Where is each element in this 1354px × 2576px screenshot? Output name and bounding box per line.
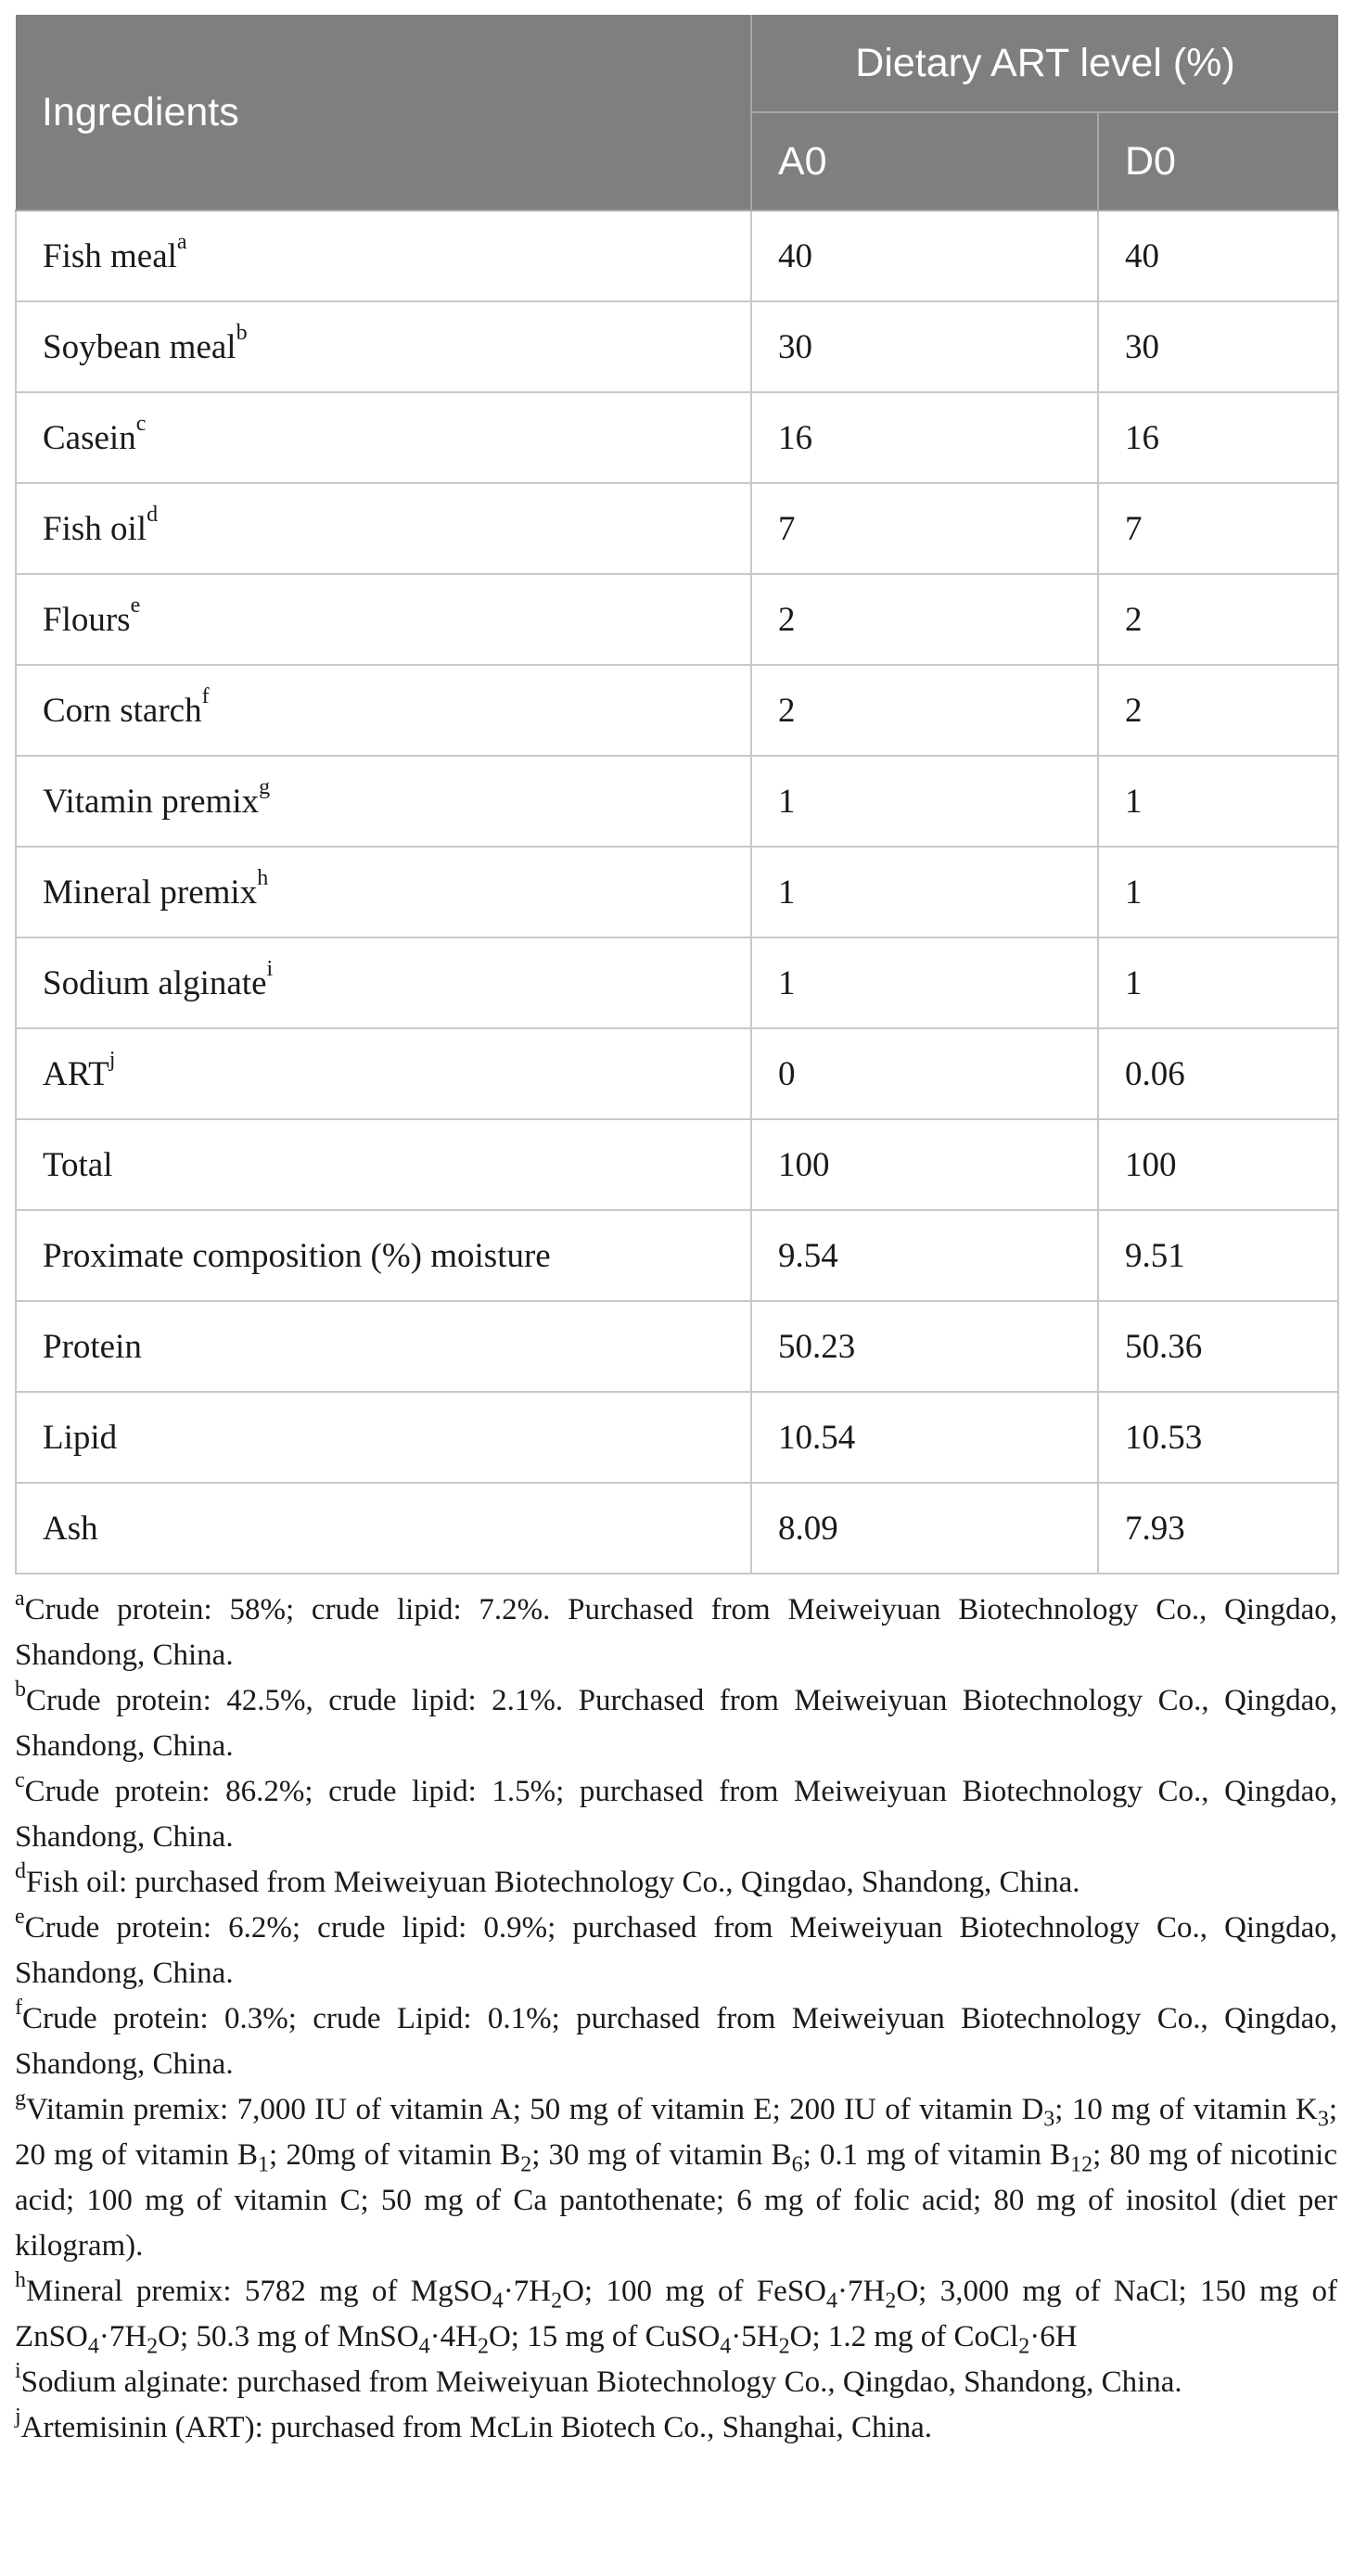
footnote-text: O; 1.2 mg of CoCl [789, 2320, 1019, 2353]
footnote-mark: b [236, 321, 248, 346]
cell-a0: 0 [751, 1028, 1098, 1119]
table-row [16, 392, 1338, 483]
subscript: 4 [826, 2289, 838, 2314]
footnote-mark: g [259, 775, 271, 800]
table-row [16, 574, 1338, 665]
footnote-text: Crude protein: 86.2%; crude lipid: 1.5%; purchased from Meiweiyuan Biotechnology Co., Qingdao, Shandong, China. [15, 1775, 1337, 1854]
cell-a0: 1 [751, 847, 1098, 937]
subscript: 2 [551, 2289, 563, 2314]
table-row [16, 1392, 1338, 1483]
subscript: 2 [778, 2334, 790, 2359]
ingredient-name: ART [43, 1054, 109, 1093]
cell-d0: 2 [1098, 574, 1338, 665]
footnote-d [15, 1860, 1337, 1906]
cell-a0: 10.54 [751, 1392, 1098, 1483]
footnote-mark: j [15, 2404, 21, 2429]
ingredient-name: Fish meal [43, 236, 177, 275]
row-label [16, 483, 751, 574]
cell-d0: 9.51 [1098, 1210, 1338, 1301]
footnote-a [15, 1588, 1337, 1678]
footnote-mark: f [201, 684, 210, 709]
table-row [16, 847, 1338, 937]
cell-a0: 100 [751, 1119, 1098, 1210]
row-label: Proximate composition (%) moisture [16, 1210, 751, 1301]
row-label: Total [16, 1119, 751, 1210]
footnote-text: Sodium alginate: purchased from Meiweiyuan Biotechnology Co., Qingdao, Shandong, China. [20, 2366, 1182, 2399]
footnote-text: ·7H [503, 2275, 552, 2308]
footnote-text: Crude protein: 42.5%, crude lipid: 2.1%. Purchased from Meiweiyuan Biotechnology Co., Qingdao, Shandong, China. [15, 1684, 1337, 1763]
table-header [16, 15, 1338, 210]
footnote-mark: h [15, 2268, 26, 2292]
footnote-text: Crude protein: 0.3%; crude Lipid: 0.1%; purchased from Meiweiyuan Biotechnology Co., Qingdao, Shandong, China. [15, 2002, 1337, 2081]
table-row [16, 756, 1338, 847]
row-label [16, 847, 751, 937]
cell-a0: 8.09 [751, 1483, 1098, 1574]
footnote-mark: i [15, 2359, 21, 2383]
footnote-mark: b [15, 1677, 26, 1702]
footnote-text: ; 80 mg of nicotinic acid; 100 mg of vitamin C; 50 mg of Ca pantothenate; 6 mg of folic acid; 80 mg of inositol (diet per kilogram). [15, 2138, 1337, 2263]
ingredient-name: Fish oil [43, 509, 147, 548]
subscript: 3 [1317, 2107, 1329, 2132]
footnote-e [15, 1906, 1337, 1996]
footnote-mark: e [130, 593, 141, 618]
footnote-text: ·7H [837, 2275, 886, 2308]
cell-d0: 7.93 [1098, 1483, 1338, 1574]
cell-d0: 1 [1098, 937, 1338, 1028]
footnote-mark: j [109, 1048, 116, 1073]
footnote-b [15, 1678, 1337, 1769]
footnote-mark: d [15, 1859, 26, 1883]
footnote-text: O; 50.3 mg of MnSO [158, 2320, 419, 2353]
subscript: 3 [1043, 2107, 1055, 2132]
subscript: 1 [258, 2152, 270, 2177]
footnote-mark: c [15, 1768, 25, 1792]
footnote-text: Vitamin premix: 7,000 IU of vitamin A; 50 mg of vitamin E; 200 IU of vitamin D [26, 2093, 1044, 2126]
header-d0: D0 [1098, 112, 1338, 210]
row-label: Lipid [16, 1392, 751, 1483]
footnote-mark: h [257, 866, 269, 891]
footnote-text: Crude protein: 58%; crude lipid: 7.2%. Purchased from Meiweiyuan Biotechnology Co., Qingdao, Shandong, China. [15, 1593, 1337, 1672]
ingredient-name: Casein [43, 418, 136, 457]
cell-a0: 30 [751, 301, 1098, 392]
cell-a0: 1 [751, 756, 1098, 847]
footnote-mark: i [266, 957, 274, 982]
footnote-text: O; 3,000 mg of NaCl; 150 mg of ZnSO [15, 2275, 1337, 2353]
table-row [16, 1210, 1338, 1301]
row-label: Protein [16, 1301, 751, 1392]
footnotes [15, 1588, 1337, 2451]
cell-a0: 2 [751, 574, 1098, 665]
cell-a0: 7 [751, 483, 1098, 574]
subscript: 12 [1070, 2152, 1093, 2177]
table-row [16, 1028, 1338, 1119]
table-row [16, 1119, 1338, 1210]
cell-d0: 100 [1098, 1119, 1338, 1210]
row-label: Ash [16, 1483, 751, 1574]
footnote-i [15, 2360, 1337, 2405]
footnote-text: ·5H [731, 2320, 779, 2353]
footnote-text: ·4H [429, 2320, 478, 2353]
footnote-mark: a [15, 1587, 25, 1611]
subscript: 2 [477, 2334, 489, 2359]
subscript: 4 [87, 2334, 99, 2359]
footnote-text: ; 10 mg of vitamin K [1054, 2093, 1318, 2126]
ingredient-name: Mineral premix [43, 873, 258, 912]
row-label [16, 756, 751, 847]
cell-a0: 2 [751, 665, 1098, 756]
cell-a0: 1 [751, 937, 1098, 1028]
row-label [16, 1028, 751, 1119]
footnote-text: O; 100 mg of FeSO [562, 2275, 827, 2308]
document [15, 15, 1337, 2451]
footnote-text: Crude protein: 6.2%; crude lipid: 0.9%; purchased from Meiweiyuan Biotechnology Co., Qingdao, Shandong, China. [15, 1911, 1337, 1990]
footnote-mark: e [15, 1905, 25, 1929]
table-row [16, 483, 1338, 574]
footnote-text: Mineral premix: 5782 mg of MgSO [26, 2275, 492, 2308]
row-label [16, 574, 751, 665]
row-label [16, 937, 751, 1028]
footnote-mark: g [15, 2086, 26, 2111]
row-label [16, 665, 751, 756]
footnote-mark: a [176, 230, 187, 255]
cell-d0: 10.53 [1098, 1392, 1338, 1483]
table-row [16, 301, 1338, 392]
subscript: 2 [520, 2152, 532, 2177]
cell-a0: 40 [751, 210, 1098, 301]
table-row [16, 665, 1338, 756]
subscript: 2 [1018, 2334, 1030, 2359]
subscript: 4 [492, 2289, 504, 2314]
cell-d0: 16 [1098, 392, 1338, 483]
cell-d0: 1 [1098, 756, 1338, 847]
ingredient-name: Vitamin premix [43, 782, 260, 821]
cell-d0: 50.36 [1098, 1301, 1338, 1392]
cell-a0: 16 [751, 392, 1098, 483]
cell-a0: 9.54 [751, 1210, 1098, 1301]
table-row [16, 937, 1338, 1028]
subscript: 4 [720, 2334, 732, 2359]
footnote-text: ; 30 mg of vitamin B [531, 2138, 792, 2172]
ingredient-name: Sodium alginate [43, 963, 267, 1002]
footnote-mark: f [15, 1996, 22, 2020]
subscript: 2 [885, 2289, 897, 2314]
footnote-text: ; 20mg of vitamin B [269, 2138, 521, 2172]
footnote-j [15, 2405, 1337, 2451]
footnote-text: Artemisinin (ART): purchased from McLin Biotech Co., Shanghai, China. [20, 2411, 933, 2444]
table-row [16, 1483, 1338, 1574]
footnote-h [15, 2269, 1337, 2360]
table-body [16, 210, 1338, 1574]
cell-d0: 7 [1098, 483, 1338, 574]
table-row [16, 1301, 1338, 1392]
cell-a0: 50.23 [751, 1301, 1098, 1392]
subscript: 2 [147, 2334, 159, 2359]
footnote-text: ·6H [1029, 2320, 1078, 2353]
footnote-text: ; 20 mg of vitamin B [15, 2093, 1338, 2172]
header-a0: A0 [751, 112, 1098, 210]
subscript: 4 [418, 2334, 430, 2359]
footnote-text: ; 0.1 mg of vitamin B [802, 2138, 1071, 2172]
footnote-c [15, 1769, 1337, 1860]
cell-d0: 1 [1098, 847, 1338, 937]
row-label [16, 392, 751, 483]
footnote-mark: d [147, 503, 159, 528]
header-ingredients: Ingredients [16, 15, 751, 210]
cell-d0: 40 [1098, 210, 1338, 301]
row-label [16, 301, 751, 392]
footnote-mark: c [135, 412, 147, 437]
header-dietary-art-level: Dietary ART level (%) [751, 15, 1338, 112]
ingredient-name: Corn starch [43, 691, 202, 730]
subscript: 6 [791, 2152, 803, 2177]
footnote-g [15, 2087, 1337, 2269]
cell-d0: 0.06 [1098, 1028, 1338, 1119]
footnote-text: O; 15 mg of CuSO [488, 2320, 721, 2353]
cell-d0: 30 [1098, 301, 1338, 392]
ingredient-name: Flours [43, 600, 131, 639]
ingredient-name: Soybean meal [43, 327, 236, 366]
table-row [16, 210, 1338, 301]
cell-d0: 2 [1098, 665, 1338, 756]
footnote-text: ·7H [98, 2320, 147, 2353]
footnote-f [15, 1996, 1337, 2087]
ingredients-table [15, 15, 1339, 1575]
footnote-text: Fish oil: purchased from Meiweiyuan Biotechnology Co., Qingdao, Shandong, China. [26, 1866, 1080, 1899]
row-label [16, 210, 751, 301]
